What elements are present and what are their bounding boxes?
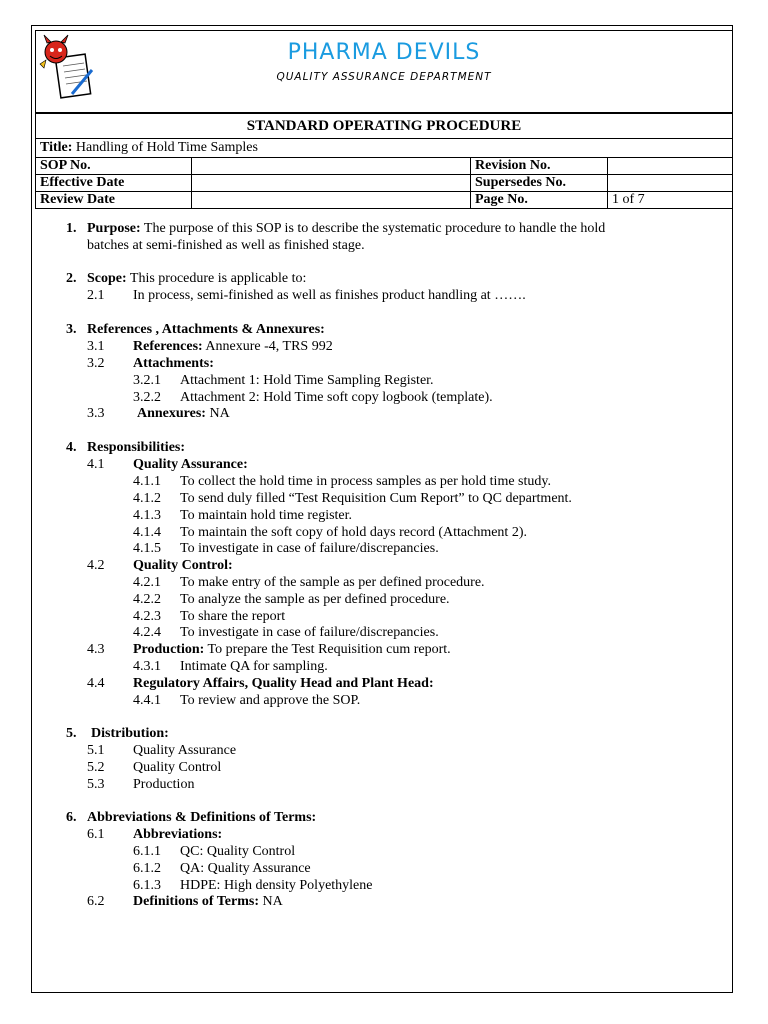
review-date-label: Review Date bbox=[36, 192, 192, 209]
definitions-item bbox=[133, 893, 283, 910]
item-number: 6.2 bbox=[87, 894, 105, 909]
supersedes-label: Supersedes No. bbox=[471, 175, 608, 192]
regulatory-label: Regulatory Affairs, Quality Head and Plant Head: bbox=[133, 676, 434, 691]
item-label: References: bbox=[133, 339, 203, 354]
item-number: 4.1.2 bbox=[133, 491, 161, 506]
supersedes-value bbox=[608, 175, 733, 192]
item-label: Production: bbox=[133, 642, 205, 657]
item-number: 4.1.5 bbox=[133, 541, 161, 556]
review-date-value bbox=[192, 192, 471, 209]
item-number: 6.1.3 bbox=[133, 878, 161, 893]
list-item: To maintain hold time register. bbox=[180, 508, 353, 523]
title-value: Handling of Hold Time Samples bbox=[75, 140, 258, 155]
list-item: To investigate in case of failure/discrepancies. bbox=[180, 625, 439, 640]
scope-line bbox=[87, 270, 306, 287]
item-text: Annexure -4, TRS 992 bbox=[202, 339, 333, 354]
section-number: 6. bbox=[66, 810, 77, 825]
item-number: 4.4 bbox=[87, 676, 105, 691]
doc-type-heading: STANDARD OPERATING PROCEDURE bbox=[36, 114, 733, 139]
item-number: 5.2 bbox=[87, 760, 105, 775]
responsibilities-heading: Responsibilities: bbox=[87, 440, 186, 455]
page-no-label: Page No. bbox=[471, 192, 608, 209]
scope-item: In process, semi-finished as well as finishes product handling at ……. bbox=[133, 288, 526, 303]
qa-label: Quality Assurance: bbox=[133, 457, 248, 472]
abbreviations-heading: Abbreviations & Definitions of Terms: bbox=[87, 810, 317, 825]
list-item: Intimate QA for sampling. bbox=[180, 659, 328, 674]
attachment-item: Attachment 2: Hold Time soft copy logbook (template). bbox=[180, 390, 493, 405]
item-number: 4.1.3 bbox=[133, 508, 161, 523]
item-number: 4.2.3 bbox=[133, 609, 161, 624]
references-heading: References , Attachments & Annexures: bbox=[87, 322, 325, 337]
item-text: NA bbox=[205, 406, 230, 421]
item-number: 3.3 bbox=[87, 406, 105, 421]
qc-label: Quality Control: bbox=[133, 558, 233, 573]
list-item: HDPE: High density Polyethylene bbox=[180, 878, 373, 893]
effective-date-value bbox=[192, 175, 471, 192]
item-number: 6.1 bbox=[87, 827, 105, 842]
item-number: 6.1.2 bbox=[133, 861, 161, 876]
section-number: 2. bbox=[66, 271, 77, 286]
item-number: 6.1.1 bbox=[133, 844, 161, 859]
list-item: Production bbox=[133, 777, 195, 792]
item-number: 3.2.2 bbox=[133, 390, 161, 405]
revision-label: Revision No. bbox=[471, 158, 608, 175]
item-number: 5.3 bbox=[87, 777, 105, 792]
item-number: 4.2.4 bbox=[133, 625, 161, 640]
title-cell bbox=[36, 139, 733, 158]
item-number: 4.2 bbox=[87, 558, 105, 573]
brand-name: PHARMA DEVILS bbox=[287, 40, 481, 65]
item-text: To prepare the Test Requisition cum report. bbox=[204, 642, 451, 657]
sop-no-label: SOP No. bbox=[36, 158, 192, 175]
distribution-heading: Distribution: bbox=[91, 726, 169, 741]
item-number: 4.4.1 bbox=[133, 693, 161, 708]
list-item: To collect the hold time in process samples as per hold time study. bbox=[180, 474, 551, 489]
item-number: 4.2.2 bbox=[133, 592, 161, 607]
item-number: 3.2.1 bbox=[133, 373, 161, 388]
annexures-item bbox=[137, 405, 230, 422]
item-number: 4.1.1 bbox=[133, 474, 161, 489]
section-number: 3. bbox=[66, 322, 77, 337]
effective-date-label: Effective Date bbox=[36, 175, 192, 192]
references-item bbox=[133, 338, 333, 355]
item-number: 4.1 bbox=[87, 457, 105, 472]
scope-text: This procedure is applicable to: bbox=[126, 271, 307, 286]
revision-value bbox=[608, 158, 733, 175]
section-number: 1. bbox=[66, 221, 77, 236]
abbreviations-label: Abbreviations: bbox=[133, 827, 223, 842]
list-item: To share the report bbox=[180, 609, 286, 624]
item-number: 3.2 bbox=[87, 356, 105, 371]
section-number: 5. bbox=[66, 726, 77, 741]
list-item: Quality Assurance bbox=[133, 743, 237, 758]
production-item bbox=[133, 641, 451, 658]
item-number: 4.1.4 bbox=[133, 525, 161, 540]
list-item: QC: Quality Control bbox=[180, 844, 296, 859]
item-number: 2.1 bbox=[87, 288, 105, 303]
sop-no-value bbox=[192, 158, 471, 175]
section-number: 4. bbox=[66, 440, 77, 455]
list-item: To analyze the sample as per defined procedure. bbox=[180, 592, 450, 607]
purpose-label: Purpose: bbox=[87, 221, 141, 236]
item-number: 4.3 bbox=[87, 642, 105, 657]
list-item: To make entry of the sample as per defined procedure. bbox=[180, 575, 485, 590]
item-label: Annexures: bbox=[137, 406, 206, 421]
item-label: Definitions of Terms: bbox=[133, 894, 259, 909]
sop-header-table bbox=[35, 113, 733, 209]
purpose-text: The purpose of this SOP is to describe the systematic procedure to handle the hold bbox=[140, 221, 606, 236]
item-number: 4.3.1 bbox=[133, 659, 161, 674]
list-item: To review and approve the SOP. bbox=[180, 693, 361, 708]
purpose-line-1 bbox=[87, 220, 605, 237]
list-item: QA: Quality Assurance bbox=[180, 861, 311, 876]
attachment-item: Attachment 1: Hold Time Sampling Register. bbox=[180, 373, 434, 388]
item-number: 3.1 bbox=[87, 339, 105, 354]
item-number: 5.1 bbox=[87, 743, 105, 758]
item-text: NA bbox=[259, 894, 283, 909]
list-item: To investigate in case of failure/discrepancies. bbox=[180, 541, 439, 556]
list-item: To send duly filled “Test Requisition Cum Report” to QC department. bbox=[180, 491, 572, 506]
page-no-value: 1 of 7 bbox=[608, 192, 733, 209]
attachments-label: Attachments: bbox=[133, 356, 214, 371]
item-number: 4.2.1 bbox=[133, 575, 161, 590]
department-name: QUALITY ASSURANCE DEPARTMENT bbox=[276, 71, 492, 83]
scope-label: Scope: bbox=[87, 271, 127, 286]
title-label: Title: bbox=[40, 140, 73, 155]
list-item: Quality Control bbox=[133, 760, 222, 775]
purpose-line-2: batches at semi-finished as well as finished stage. bbox=[87, 238, 365, 253]
list-item: To maintain the soft copy of hold days record (Attachment 2). bbox=[180, 525, 527, 540]
